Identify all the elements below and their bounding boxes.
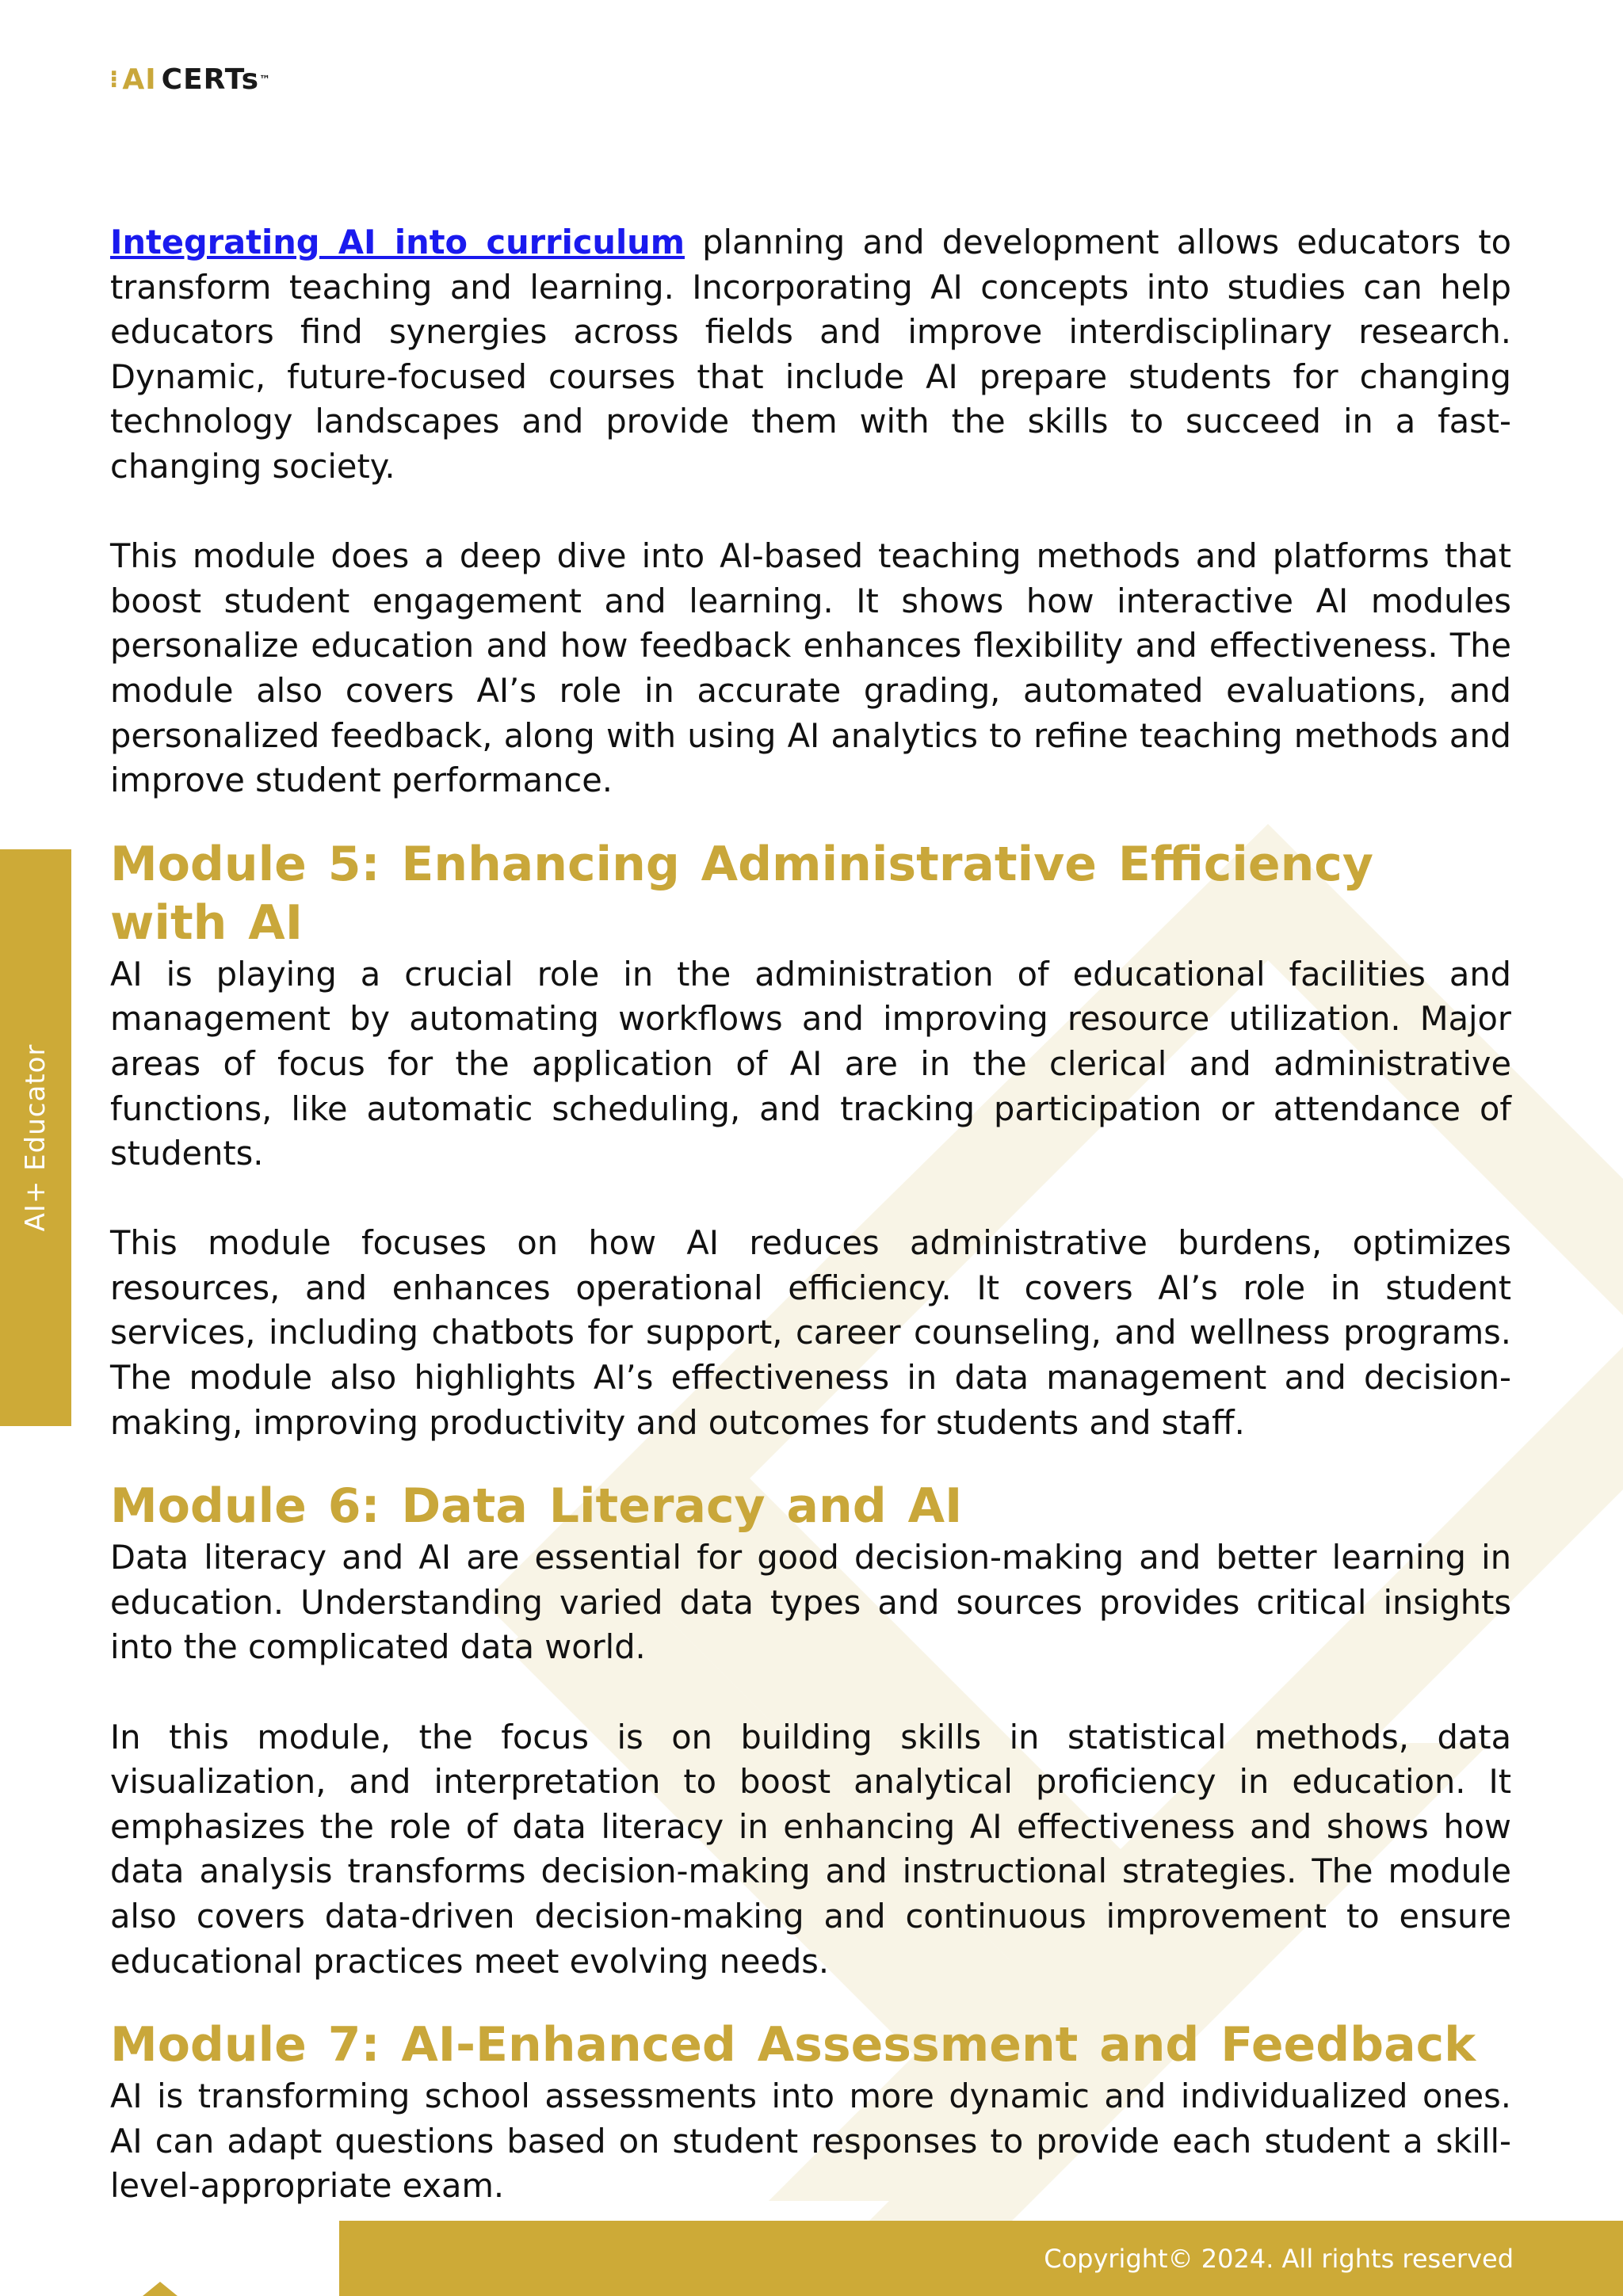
- footer-triangle-decoration: [143, 2282, 178, 2296]
- side-tab: [0, 849, 71, 1426]
- module-7-heading: Module 7: AI-Enhanced Assessment and Feedback: [110, 2017, 1476, 2073]
- module-5-paragraph-1: AI is playing a crucial role in the administration of educational facilities and management by automating workflows and improving resource utilization. Major areas of focus for the application of AI are in the clerical and administrative functions, like automatic scheduling, and tracking participation or attendance of students.: [110, 954, 1511, 1173]
- module-6-paragraph-1: Data literacy and AI are essential for good decision-making and better learning in education. Understanding varied data types and sources provides critical insights into the complicated data world.: [110, 1538, 1511, 1667]
- logo-certs-text: CERTs: [161, 63, 259, 96]
- intro-paragraph-2: This module does a deep dive into AI-based teaching methods and platforms that boost student engagement and learning. It shows how interactive AI modules personalize education and how feedback enhances flexibility and effectiveness. The module also covers AI’s role in accurate grading, automated evaluations, and personalized feedback, along with using AI analytics to refine teaching methods and improve student performance.: [110, 536, 1511, 800]
- footer-bar: [339, 2221, 1623, 2296]
- document-body: [110, 220, 1511, 2209]
- aicerts-logo: [109, 63, 271, 96]
- module-7-paragraph-1: AI is transforming school assessments into more dynamic and individualized ones. AI can adapt questions based on student responses to provide each student a skill-level-appropriate exam.: [110, 2077, 1511, 2206]
- logo-chevron-icon: ⁝: [109, 66, 120, 93]
- module-5-heading: Module 5: Enhancing Administrative Efficiency with AI: [110, 836, 1373, 951]
- side-tab-label: AI+ Educator: [20, 1043, 52, 1232]
- logo-trademark: ™: [259, 73, 271, 86]
- logo-ai-text: AI: [122, 63, 157, 96]
- intro-paragraph-1-text: planning and development allows educators to transform teaching and learning. Incorporating AI concepts into studies can help educators find synergies across fields and improve interdisciplinary research. Dynamic, future-focused courses that include AI prepare students for changing technology landscapes and provide them with the skills to succeed in a fast-changing society.: [110, 223, 1511, 486]
- copyright-text: Copyright© 2024. All rights reserved: [1044, 2243, 1514, 2274]
- module-6-heading: Module 6: Data Literacy and AI: [110, 1478, 963, 1535]
- intro-paragraph-1: [110, 220, 1511, 490]
- module-5-paragraph-2: This module focuses on how AI reduces administrative burdens, optimizes resources, and enhances operational efficiency. It covers AI’s role in student services, including chatbots for support, career counseling, and wellness programs. The module also highlights AI’s effectiveness in data management and decision-making, improving productivity and outcomes for students and staff.: [110, 1223, 1511, 1442]
- curriculum-link[interactable]: Integrating AI into curriculum: [110, 223, 685, 261]
- module-6-paragraph-2: In this module, the focus is on building skills in statistical methods, data visualization, and interpretation to boost analytical proficiency in education. It emphasizes the role of data literacy in enhancing AI effectiveness and shows how data analysis transforms decision-making and instructional strategies. The module also covers data-driven decision-making and continuous improvement to ensure educational practices meet evolving needs.: [110, 1717, 1511, 1981]
